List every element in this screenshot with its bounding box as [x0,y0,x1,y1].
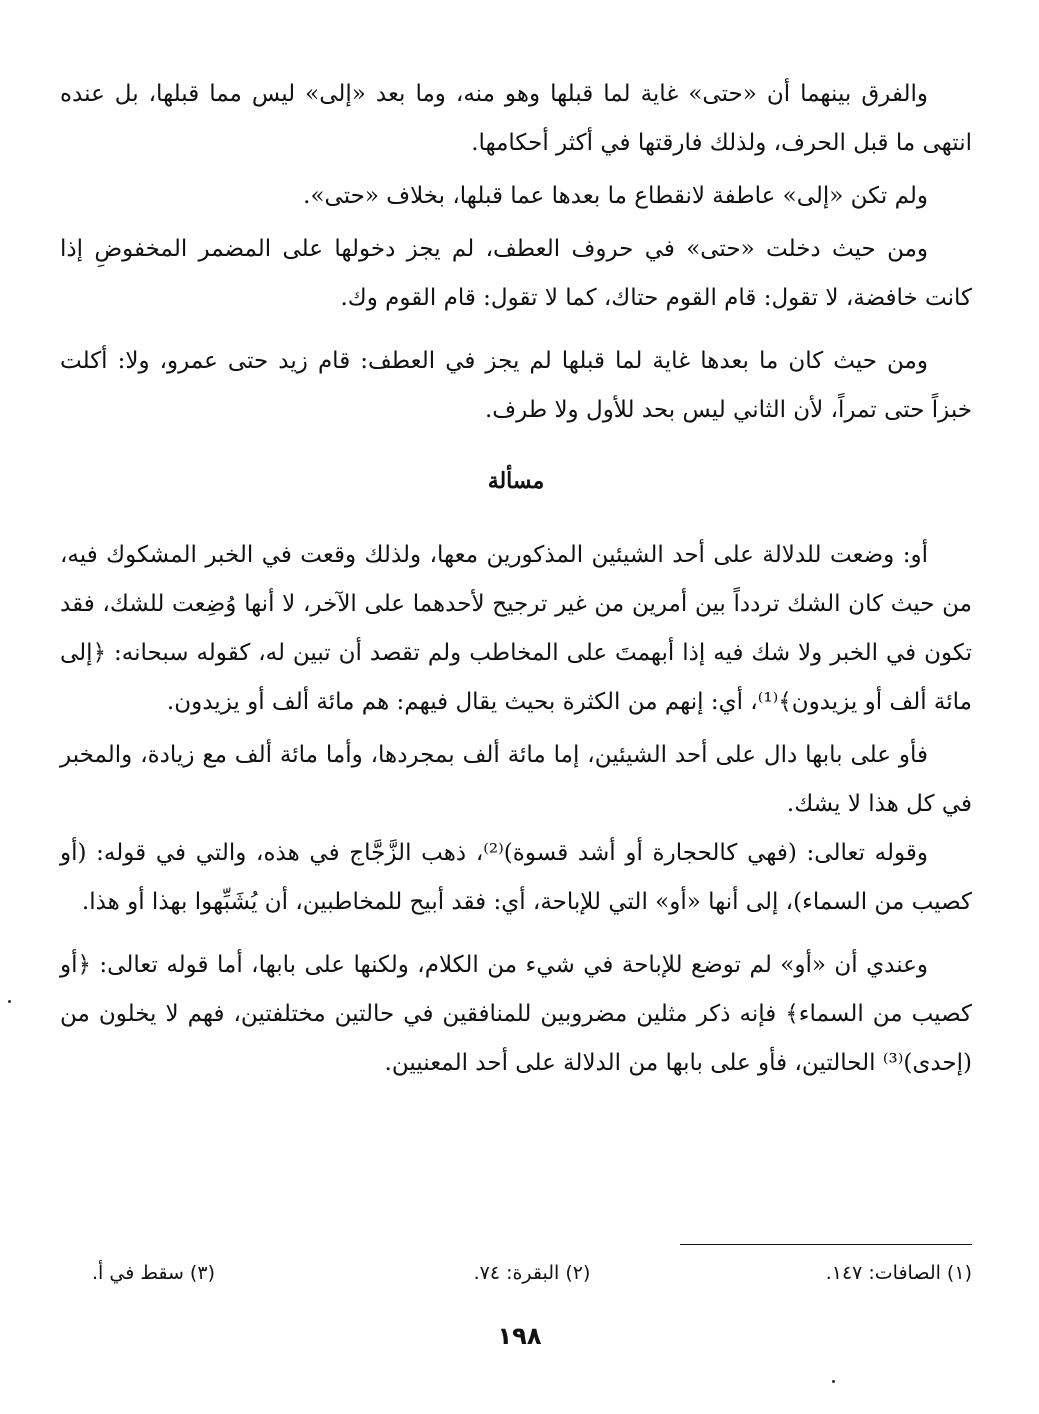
paragraph: أو: وضعت للدلالة على أحد الشيئين المذكورين معها، ولذلك وقعت في الخبر المشكوك فيه، من حيث كان الشك تردداً بين أمرين من غير ترجيح لأحدهما على الآخر، لا أنها وُضِعت للشك، فقد تكون في الخبر ولا شك فيه إذا أبهمتَ على المخاطب ولم تقصد أن تبين له، كقوله سبحانه: ﴿إلى مائة ألف أو يزيدون﴾⁽¹⁾، أي: إنهم من الكثرة بحيث يقال فيهم: هم مائة ألف أو يزيدون. [60,542,972,715]
footnote-3: (٣) سقط في أ. [92,1262,215,1284]
scan-speck [8,1000,11,1003]
section-heading: مسألة [487,468,545,494]
paragraph: وقوله تعالى: (فهي كالحجارة أو أشد قسوة)⁽²⁾، ذهب الزَّجَّاج في هذه، والتي في قوله: (أو كصيب من السماء)، إلى أنها «أو» التي للإباحة، أي: فقد أبيح للمخاطبين، أن يُشَبِّهوا بهذا أو هذا. [60,840,972,915]
footnote-divider [680,1244,972,1245]
paragraph: ومن حيث كان ما بعدها غاية لما قبلها لم يجز في العطف: قام زيد حتى عمرو، ولا: أكلت خبزاً حتى تمراً، لأن الثاني ليس بحد للأول ولا طرف. [60,348,972,423]
footnote-1: (١) الصافات: ١٤٧. [825,1262,972,1284]
page-number: ١٩٨ [497,1322,542,1350]
page-body [60,70,972,1092]
paragraph: والفرق بينهما أن «حتى» غاية لما قبلها وهو منه، وما بعد «إلى» ليس مما قبلها، بل عنده انتهى ما قبل الحرف، ولذلك فارقتها في أكثر أحكامها. [60,81,972,156]
paragraph: فأو على بابها دال على أحد الشيئين، إما مائة ألف بمجردها، وأما مائة ألف مع زيادة، والمخبر في كل هذا لا يشك. [60,742,972,817]
footnotes [92,1262,972,1284]
footnote-2: (٢) البقرة: ٧٤. [473,1262,591,1284]
paragraph: ولم تكن «إلى» عاطفة لانقطاع ما بعدها عما قبلها، بخلاف «حتى». [303,183,928,209]
paragraph: ومن حيث دخلت «حتى» في حروف العطف، لم يجز دخولها على المضمر المخفوضِ إذا كانت خافضة، لا تقول: قام القوم حتاك، كما لا تقول: قام القوم وك. [60,236,972,311]
scan-speck [832,1380,835,1383]
paragraph: وعندي أن «أو» لم توضع للإباحة في شيء من الكلام، ولكنها على بابها، أما قوله تعالى: ﴿أو كصيب من السماء﴾ فإنه ذكر مثلين مضروبين للمنافقين في حالتين مختلفتين، فهم لا يخلون من (إحدى)⁽³⁾ الحالتين، فأو على بابها من الدلالة على أحد المعنيين. [60,952,972,1076]
